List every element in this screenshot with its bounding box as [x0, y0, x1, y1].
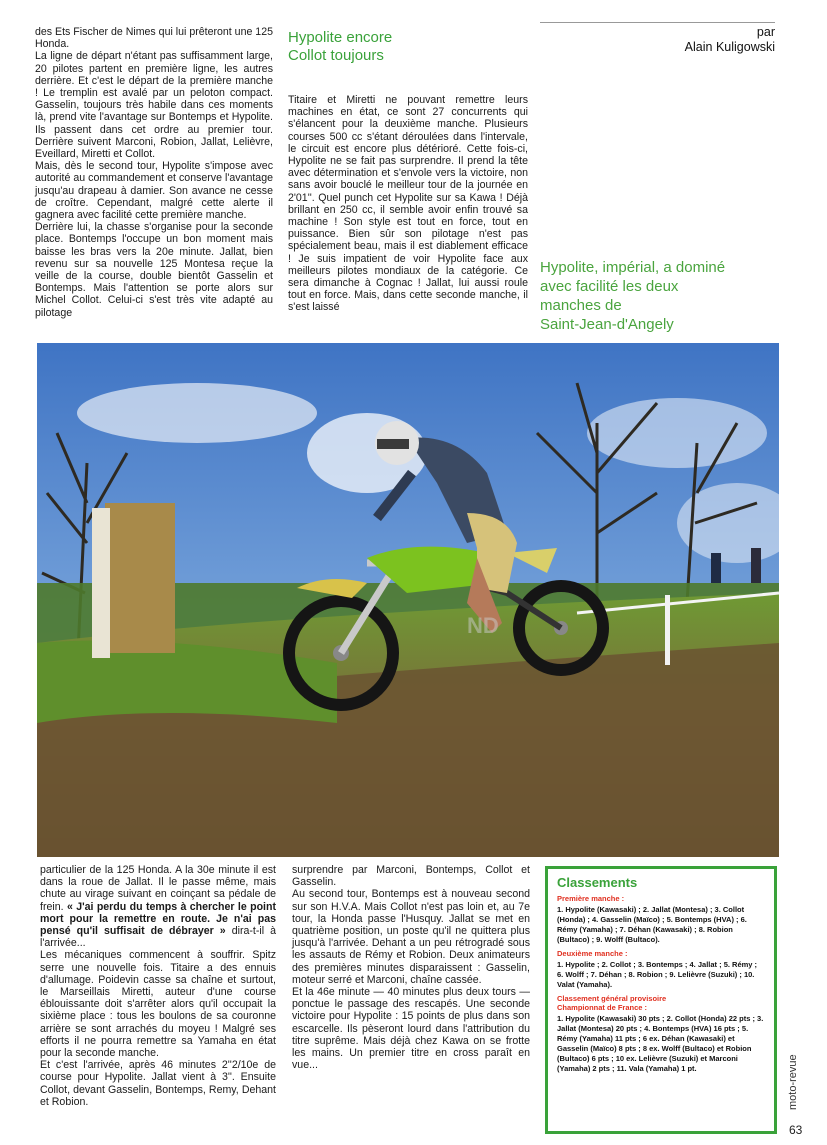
caption-line-2: avec facilité les deux — [540, 278, 679, 295]
motocross-photo — [37, 343, 779, 857]
motocross-rider-illustration — [37, 343, 779, 857]
headline-line-1: Hypolite encore — [288, 29, 393, 46]
general-heading-line-1: Classement général provisoire — [557, 994, 667, 1003]
article-column-1-top: des Ets Fischer de Nimes qui lui prêteront une 125 Honda. La ligne de départ n'étant pas suffisamment large, 20 pilotes partent en première ligne, les autres derrière. Et c'est le départ de la première manche ! Le tremplin est avalé par un peloton compact. Gasselin, toujours très habile dans ces moments là, prend vite l'avantage sur Bontemps et Hypolite. Ils passent dans cet ordre au premier tour. Derrière suivent Marconi, Robion, Jallat, Lelièvre, Eveillard, Miretti et Collot. Mais, dès le second tour, Hypolite s'impose avec autorité au commandement et conserve l'avantage jusqu'au drapeau à damier. Son avance ne cesse de croître. Cependant, malgré cette alerte il gagnera avec facilité cette première manche. Derrière lui, la chasse s'organise pour la seconde place. Bontemps l'occupe un bon moment mais baisse les bras vers la 20e minute. Jallat, bien revenu sur sa nouvelle 125 Montesa reçue la veille de la course, double bientôt Gasselin et Bontemps. Mais l'attention se porte alors sur Michel Collot. Celui-ci s'est très vite adapté au pilotage — [35, 26, 273, 319]
manche-1-results: 1. Hypolite (Kawasaki) ; 2. Jallat (Montesa) ; 3. Collot (Honda) ; 4. Gasselin (Maïco) ; 5. Bontemps (HVA) ; 6. Rémy (Yamaha) ; 7. Déhan (Kawasaki) ; 8. Robion (Bultaco) ; 9. Wolff (Bultaco). — [557, 905, 747, 944]
author-name: Alain Kuligowski — [684, 40, 775, 54]
magazine-name: moto-revue — [787, 1054, 799, 1110]
col1-bottom-text-a: particulier de la 125 Honda. A la 30e minute il est dans la roue de Jallat. Il le passe même, mais chute au virage suivant en coinçant sa pédale de frein. — [40, 864, 276, 913]
rider-quote: « J'ai perdu du temps à chercher le point mort pour la remettre en route. Je n'ai pas pensé qu'il suffisait de débrayer » — [40, 900, 277, 938]
general-results: 1. Hypolite (Kawasaki) 30 pts ; 2. Collot (Honda) 22 pts ; 3. Jallat (Montesa) 20 pts ; 4. Bontemps (HVA) 16 pts ; 5. Rémy (Yamaha) 11 pts ; 6 ex. Déhan (Kawasaki) et Gasselin (Maïco) 8 pts ; 8 ex. Wolff (Bultaco) et Robion (Bultaco) 6 pts ; 10 ex. Lelièvre (Suzuki) et Marconi (Yamaha) 2 pts ; 11. Vala (Yamaha) 1 pt. — [557, 1014, 764, 1073]
general-heading — [557, 994, 765, 1012]
caption-line-4: Saint-Jean-d'Angely — [540, 316, 674, 333]
watermark: ND — [467, 613, 499, 638]
classements-title: Classements — [557, 875, 638, 890]
manche-2-heading: Deuxième manche : — [557, 949, 628, 958]
caption-line-3: manches de — [540, 297, 622, 314]
manche-1-heading: Première manche : — [557, 894, 625, 903]
headline-line-2: Collot toujours — [288, 47, 384, 64]
classements-box — [545, 866, 777, 1134]
article-column-2-top: Titaire et Miretti ne pouvant remettre leurs machines en état, ce sont 27 concurrents qui s'élancent pour la deuxième manche. Plusieurs courses 500 cc s'étant déroulées dans l'intervale, le circuit est encore plus détérioré. Cette fois-ci, Hypolite ne se fait pas surprendre. Il prend la tête avec détermination et s'envole vers la victoire, non sans avoir bouclé le meilleur tour de la journée en 2'01''. Quel punch cet Hypolite sur sa Kawa ! Déjà brillant en 250 cc, il semble avoir enfin trouvé sa machine ! Son style est tout en force, tout en puissance. Bien sûr son pilotage n'est pas spécialement beau, mais il est diablement efficace ! Je suis impatient de voir Hypolite face aux meilleurs pilotes mondiaux de la catégorie. Ce sera dimanche à Cognac ! Jallat, lui aussi roule tout en force. Mais, dans cette seconde manche, il s'est laissé — [288, 94, 528, 314]
page-number: 63 — [789, 1123, 803, 1137]
article-column-2-bottom: surprendre par Marconi, Bontemps, Collot et Gasselin. Au second tour, Bontemps est à nouveau second sur son H.V.A. Mais Collot n'est pas loin et, au 7e tour, la Honda passe l'Husquy. Jallat se met en quatrième position, un poste qu'il ne quittera plus jusqu'à l'arrivée. Dehant a un peu rétrogradé sous les assauts de Rémy et Robion. Deux animateurs des premières minutes disparaissent : Gasselin, moteur serré et Marconi, chaîne cassée. Et la 46e minute — 40 minutes plus deux tours — ponctue le passage des rescapés. Une seconde victoire pour Hypolite : 15 points de plus dans son escarcelle. Ils pèseront lourd dans l'attribution du titre suprême. Mais déjà chez Kawa on se frotte les mains. Un premier titre en cross paraît en vue... — [292, 864, 530, 1072]
col1-bottom-text-b: dira-t-il à l'arrivée... Les mécaniques commencent à souffrir. Spitz serre une nouvelle fois. Titaire a des ennuis d'allumage. Poidevin casse sa chaîne et surtout, le Marseillais Miretti, auteur d'une course éblouissante doit s'arrêter alors qu'il occupait la sixième place : tous les boulons de sa couronne arrière se sont arrachés du moyeu ! Malgré ses efforts il ne pourra remettre sa Yamaha en état pour la seconde manche. Et c'est l'arrivée, après 46 minutes 2''2/10e de course pour Hypolite. Jallat vient à 3''. Ensuite Collot, devant Gasselin, Bontemps, Remy, Dehant et Robion. — [40, 925, 276, 1108]
caption-line-1: Hypolite, impérial, a dominé — [540, 259, 726, 276]
byline-rule — [540, 22, 775, 23]
article-headline — [288, 29, 488, 65]
general-heading-line-2: Championnat de France : — [557, 1003, 648, 1012]
byline-prefix: par — [756, 25, 775, 39]
article-column-1-bottom — [40, 864, 276, 1108]
manche-2-results: 1. Hypolite ; 2. Collot ; 3. Bontemps ; 4. Jallat ; 5. Rémy ; 6. Wolff ; 7. Déhan ; 8. Robion ; 9. Lelièvre (Suzuki) ; 10. Valat (Yamaha). — [557, 960, 758, 989]
photo-caption — [540, 258, 780, 334]
byline — [685, 25, 775, 55]
